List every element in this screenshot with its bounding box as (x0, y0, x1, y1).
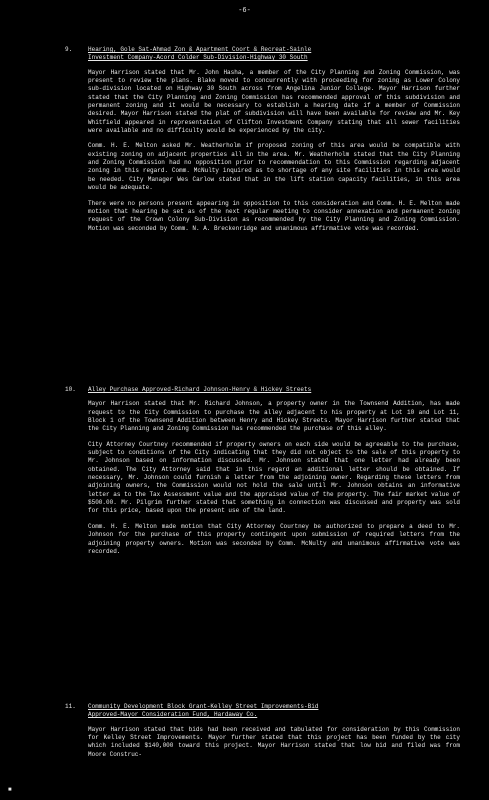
paragraph: Comm. H. E. Melton made motion that City Attorney Courtney be authorized to prepare a deed to Mr. Johnson for the purchase of this property contingent upon submission of required letters from the adjoining property owners. Motion was seconded by Comm. McNulty and unanimous affirmative vote was recorded. (88, 522, 460, 555)
agenda-item-10 (65, 386, 460, 563)
paragraph: Mayor Harrison stated that Mr. Richard Johnson, a property owner in the Townsend Addition, has made request to the City Commission to purchase the alley adjacent to his property at Lot 10 and Lot 11, Block 1 of the Townsend Addition between Henry and Hickey Streets. Mayor Harrison further stated that the City Planning and Zoning Commission has recommended the purchase of this alley. (88, 400, 460, 433)
paragraph: There were no persons present appearing in opposition to this consideration and Comm. H. E. Melton made motion that hearing be set as of the next regular meeting to consider annexation and permanent zoning request of the Crown Colony Sub-Division as recommended by the City Planning and Zoning Commission. Motion was seconded by Comm. N. A. Breckenridge and unanimous affirmative vote was recorded. (88, 199, 460, 232)
agenda-item-11 (65, 703, 460, 766)
scan-mark: ■ (8, 785, 12, 793)
item-title-line1: Alley Purchase Approved-Richard Johnson-Henry & Hickey Streets (88, 386, 312, 393)
paragraph: Mayor Harrison stated that bids had been received and tabulated for consideration by this Commission for Kelley Street Improvements. Mayor further stated that this project has been funded by the city which included $140,000 toward this project. Mayor Harrison stated that low bid and filed was from Moore Construc- (88, 725, 460, 758)
item-title-line2: Approved-Mayor Consideration Fund, Hardaway Co. (88, 711, 258, 719)
item-title-line1: Hearing, Gole Sat-Ahmad Zon & Apartment Coort & Recreat-Sainle (88, 46, 312, 53)
paragraph: City Attorney Courtney recommended if property owners on each side would be agreeable to the purchase, subject to conditions of the City indicating that they did not object to the sale of this property to Mr. Johnson based on information discussed. Mr. Johnson stated that one letter had already been obtained. The City Attorney said that in this regard an additional letter should be obtained. If necessary, Mr. Johnson could furnish a letter from the adjoining owner. Regarding these letters from adjoining owners, the Commission would not hold the sale until Mr. Johnson obtains an informative letter as to the Tax Assessment value and the appraised value of the property. The fair market value of $500.00. Mr. Pilgrim further stated that something in connection was discussed and property was sold for this price, based upon the present use of the land. (88, 440, 460, 515)
page-number: -6- (238, 7, 251, 15)
item-number: 11. (65, 703, 76, 710)
paragraph: Comm. H. E. Melton asked Mr. Weatherholm if proposed zoning of this area would be compatible with existing zoning on adjacent properties all in the area. Mr. Weatherholm stated that the City Planning and Zoning Commission had no opposition prior to recommendation to this Commission regarding adjacent zoning in this regard. Comm. McNulty inquired as to shortage of any site facilities in this area would be needed. City Manager Wes Carlow stated that in the lift station capacity facilities, in this area would be adequate. (88, 142, 460, 192)
agenda-item-9 (65, 46, 460, 240)
item-number: 10. (65, 386, 76, 393)
item-title-line2: Investment Company-Acord Colder Sub-Division-Highway 30 South (88, 54, 308, 62)
item-title-line1: Community Development Block Grant-Kelley Street Improvements-Bid (88, 703, 319, 710)
item-number: 9. (65, 46, 73, 53)
paragraph: Mayor Harrison stated that Mr. John Hasha, a member of the City Planning and Zoning Commission, was present to review the plans. Blake moved to concurrently with proceeding for zoning as Lower Colony sub-division located on Highway 30 South across from Angelina Junior College. Mayor Harrison further stated that the City Planning and Zoning Commission has recommended approval of this subdivision and permanent zoning and it would be necessary to establish a hearing date if a member of Commission desired. Mayor Harrison stated the plat of subdivision will have been available for review and Mr. Key Whitfield appeared in representation of Clifton Investment Company stating that all sewer facilities were available and no difficulty would be experienced by the city. (88, 68, 460, 135)
